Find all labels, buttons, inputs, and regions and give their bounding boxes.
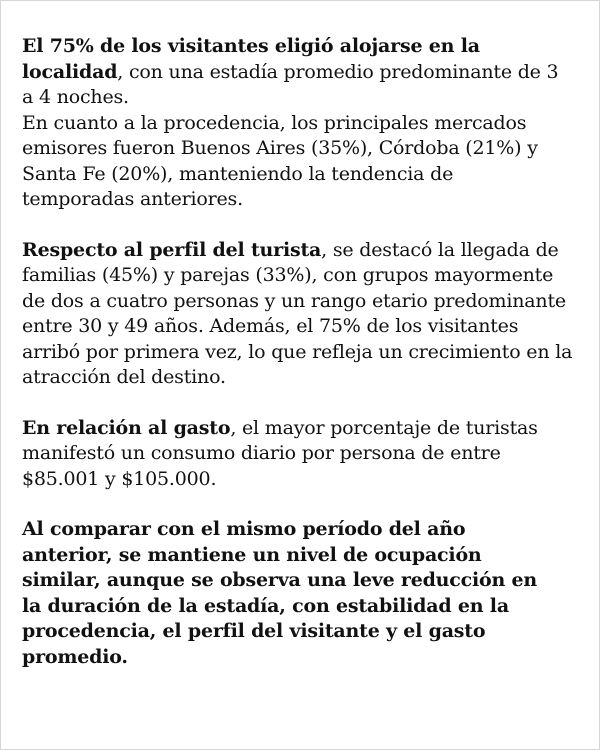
text-line xyxy=(22,619,582,645)
plain-text: de dos a cuatro personas y un rango etario predominante xyxy=(22,289,566,312)
document-body xyxy=(22,34,582,695)
bold-text: localidad xyxy=(22,60,118,83)
paragraph-gasto xyxy=(22,416,582,493)
plain-text: , se destacó la llegada de xyxy=(321,238,559,261)
bold-text: El 75% de los visitantes eligió alojarse en la xyxy=(22,35,480,57)
bold-text: En relación al gasto xyxy=(22,416,231,439)
plain-text: familias (45%) y parejas (33%), con grupos mayormente xyxy=(22,264,554,286)
text-line xyxy=(22,263,582,289)
bold-text: la duración de la estadía, con estabilidad en la xyxy=(22,594,509,617)
text-line xyxy=(22,162,582,188)
text-line xyxy=(22,111,582,137)
bold-text: Respecto al perfil del turista xyxy=(22,238,322,261)
plain-text: Santa Fe (20%), manteniendo la tendencia de xyxy=(22,162,454,185)
text-line xyxy=(22,441,582,467)
bold-text: similar, aunque se observa una leve reducción en xyxy=(22,569,538,591)
text-line xyxy=(22,187,582,213)
plain-text: , con una estadía promedio predominante de 3 xyxy=(117,60,559,83)
text-line xyxy=(22,467,582,493)
text-line xyxy=(22,340,582,366)
plain-text: emisores fueron Buenos Aires (35%), Córdoba (21%) y xyxy=(22,137,538,159)
text-line xyxy=(22,60,582,86)
text-line xyxy=(22,517,582,543)
bold-text: promedio. xyxy=(22,645,128,668)
paragraph-comparacion xyxy=(22,517,582,670)
paragraph-alojamiento xyxy=(22,34,582,213)
text-line xyxy=(22,34,582,60)
text-line xyxy=(22,645,582,671)
text-line xyxy=(22,594,582,620)
text-line xyxy=(22,289,582,315)
plain-text: $85.001 y $105.000. xyxy=(22,467,217,490)
text-line xyxy=(22,238,582,264)
text-line xyxy=(22,136,582,162)
text-line xyxy=(22,416,582,442)
plain-text: arribó por primera vez, lo que refleja un crecimiento en la xyxy=(22,340,573,363)
text-line xyxy=(22,85,582,111)
plain-text: a 4 noches. xyxy=(22,86,129,108)
plain-text: manifestó un consumo diario por persona de entre xyxy=(22,442,501,464)
plain-text: entre 30 y 49 años. Además, el 75% de los visitantes xyxy=(22,315,519,337)
bold-text: procedencia, el perfil del visitante y el gasto xyxy=(22,620,486,642)
bold-text: Al comparar con el mismo período del año xyxy=(22,518,466,540)
text-line xyxy=(22,365,582,391)
paragraph-perfil-turista xyxy=(22,238,582,391)
plain-text: En cuanto a la procedencia, los principales mercados xyxy=(22,111,527,134)
text-line xyxy=(22,543,582,569)
text-line xyxy=(22,314,582,340)
bold-text: anterior, se mantiene un nivel de ocupación xyxy=(22,543,482,566)
plain-text: , el mayor porcentaje de turistas xyxy=(230,416,538,439)
plain-text: temporadas anteriores. xyxy=(22,188,243,210)
plain-text: atracción del destino. xyxy=(22,366,226,388)
text-line xyxy=(22,568,582,594)
